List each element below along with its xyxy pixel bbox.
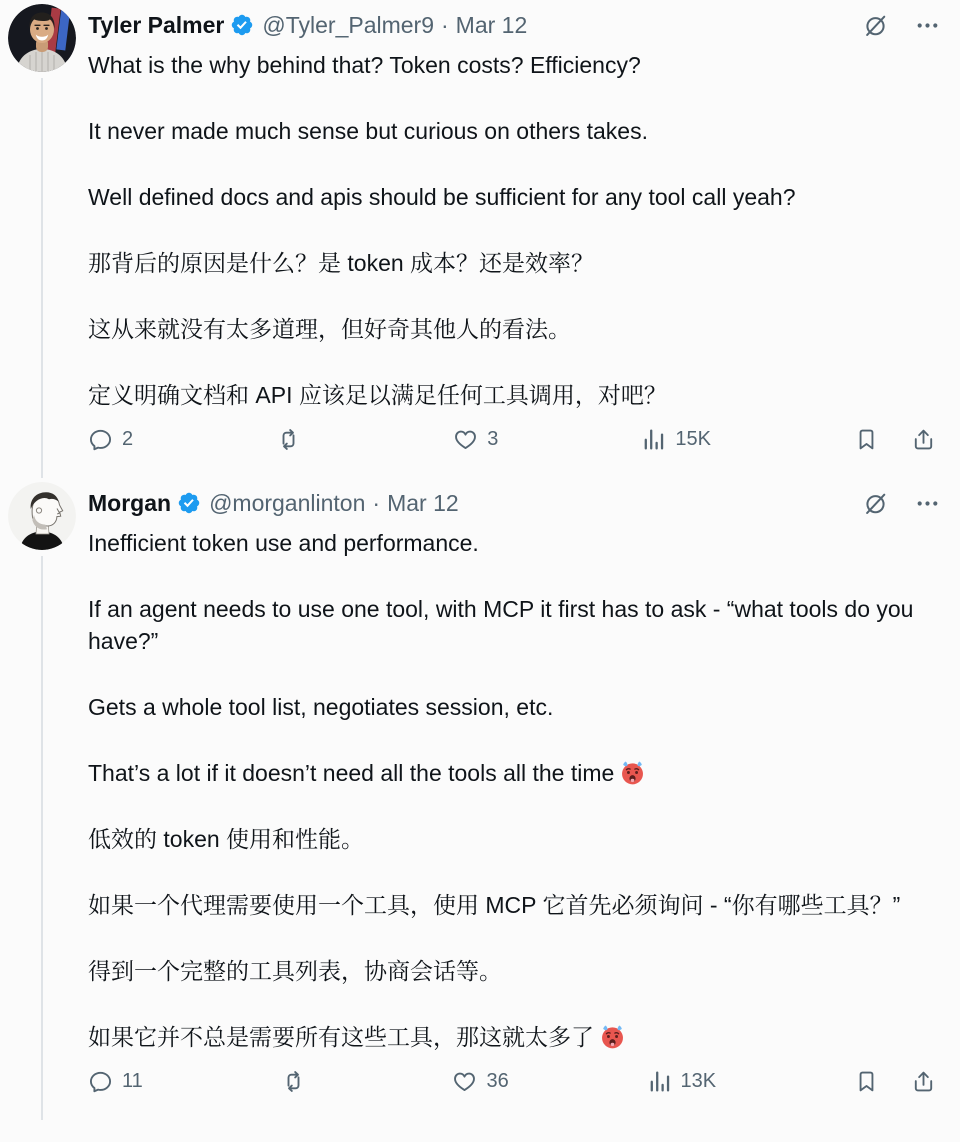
- reply-button[interactable]: [88, 427, 133, 452]
- tweet-text-paragraph: That’s a lot if it doesn’t need all the tools all the time: [88, 757, 940, 789]
- like-icon: [453, 427, 478, 452]
- thread-connector-line: [41, 556, 43, 1120]
- views-count: 15K: [675, 428, 711, 450]
- tweet-text-paragraph: Inefficient token use and performance.: [88, 530, 479, 556]
- like-button[interactable]: [453, 427, 498, 452]
- tweet-text-paragraph: Gets a whole tool list, negotiates session, etc.: [88, 694, 554, 720]
- author-handle[interactable]: @Tyler_Palmer9: [262, 12, 434, 38]
- tweet-gutter: [8, 482, 76, 1120]
- verified-badge-icon: [230, 13, 254, 37]
- tweet-morgan: [0, 478, 960, 1120]
- share-icon: [911, 427, 936, 452]
- reply-icon: [88, 1069, 113, 1094]
- reply-count: 2: [122, 428, 134, 450]
- bookmark-icon: [854, 427, 879, 452]
- hot-face-emoji: [599, 1023, 626, 1050]
- tweet-text-paragraph: If an agent needs to use one tool, with MCP it first has to ask - “what tools do you have?”: [88, 596, 914, 654]
- avatar-morgan[interactable]: [8, 482, 76, 550]
- views-button[interactable]: [641, 427, 711, 452]
- repost-icon: [276, 427, 301, 452]
- more-icon[interactable]: [915, 491, 940, 516]
- tweet-text-paragraph: 这从来就没有太多道理，但好奇其他人的看法。: [88, 316, 571, 342]
- tweet-gutter: [8, 4, 76, 478]
- tweet-text-paragraph: 低效的 token 使用和性能。: [88, 826, 365, 852]
- views-icon: [647, 1069, 672, 1094]
- tweet-date[interactable]: Mar 12: [387, 490, 459, 516]
- like-icon: [452, 1069, 477, 1094]
- like-count: 36: [486, 1070, 509, 1092]
- tweet-text-paragraph: 得到一个完整的工具列表，协商会话等。: [88, 958, 502, 984]
- tweet-tyler-palmer: [0, 0, 960, 478]
- tweet-date[interactable]: Mar 12: [455, 12, 528, 38]
- tweet-actions: [88, 1053, 940, 1120]
- author-handle[interactable]: @morganlinton: [209, 490, 366, 516]
- tweet-text-paragraph: 如果一个代理需要使用一个工具，使用 MCP 它首先必须询问 - “你有哪些工具？”: [88, 892, 901, 918]
- tweet-text-paragraph: It never made much sense but curious on others takes.: [88, 118, 648, 144]
- grok-icon[interactable]: [862, 12, 889, 39]
- hot-face-emoji: [619, 759, 646, 786]
- tweet-text-paragraph: 定义明确文档和 API 应该足以满足任何工具调用，对吧？: [88, 382, 667, 408]
- bookmark-button[interactable]: [854, 1069, 879, 1094]
- views-button[interactable]: [647, 1069, 717, 1094]
- header-separator: ·: [441, 12, 449, 38]
- tweet-text-paragraph: Well defined docs and apis should be sufficient for any tool call yeah?: [88, 184, 796, 210]
- share-icon: [911, 1069, 936, 1094]
- bookmark-button[interactable]: [854, 427, 879, 452]
- tweet-body: [88, 49, 940, 411]
- like-button[interactable]: [452, 1069, 508, 1094]
- reply-icon: [88, 427, 113, 452]
- reply-button[interactable]: [88, 1069, 143, 1094]
- avatar-tyler-palmer[interactable]: [8, 4, 76, 72]
- reply-count: 11: [122, 1070, 143, 1092]
- tweet-text-paragraph: 如果它并不总是需要所有这些工具，那这就太多了: [88, 1021, 940, 1053]
- tweet-header: [88, 488, 940, 518]
- tweet-actions: [88, 411, 940, 478]
- repost-button[interactable]: [281, 1069, 315, 1094]
- repost-icon: [281, 1069, 306, 1094]
- header-separator: ·: [372, 490, 381, 516]
- tweet-text-paragraph: What is the why behind that? Token costs? Efficiency?: [88, 52, 641, 78]
- author-name[interactable]: Morgan: [88, 490, 172, 516]
- tweet-header: [88, 10, 940, 40]
- share-button[interactable]: [911, 427, 936, 452]
- tweet-body: [88, 527, 940, 1053]
- views-count: 13K: [680, 1070, 717, 1092]
- grok-icon[interactable]: [862, 490, 889, 517]
- like-count: 3: [487, 428, 499, 450]
- thread-connector-line: [41, 78, 43, 478]
- verified-badge-icon: [177, 491, 201, 515]
- author-name[interactable]: Tyler Palmer: [88, 12, 225, 38]
- more-icon[interactable]: [915, 13, 940, 38]
- bookmark-icon: [854, 1069, 879, 1094]
- share-button[interactable]: [911, 1069, 936, 1094]
- tweet-text-paragraph: 那背后的原因是什么？是 token 成本？还是效率？: [88, 250, 595, 276]
- views-icon: [641, 427, 666, 452]
- repost-button[interactable]: [276, 427, 310, 452]
